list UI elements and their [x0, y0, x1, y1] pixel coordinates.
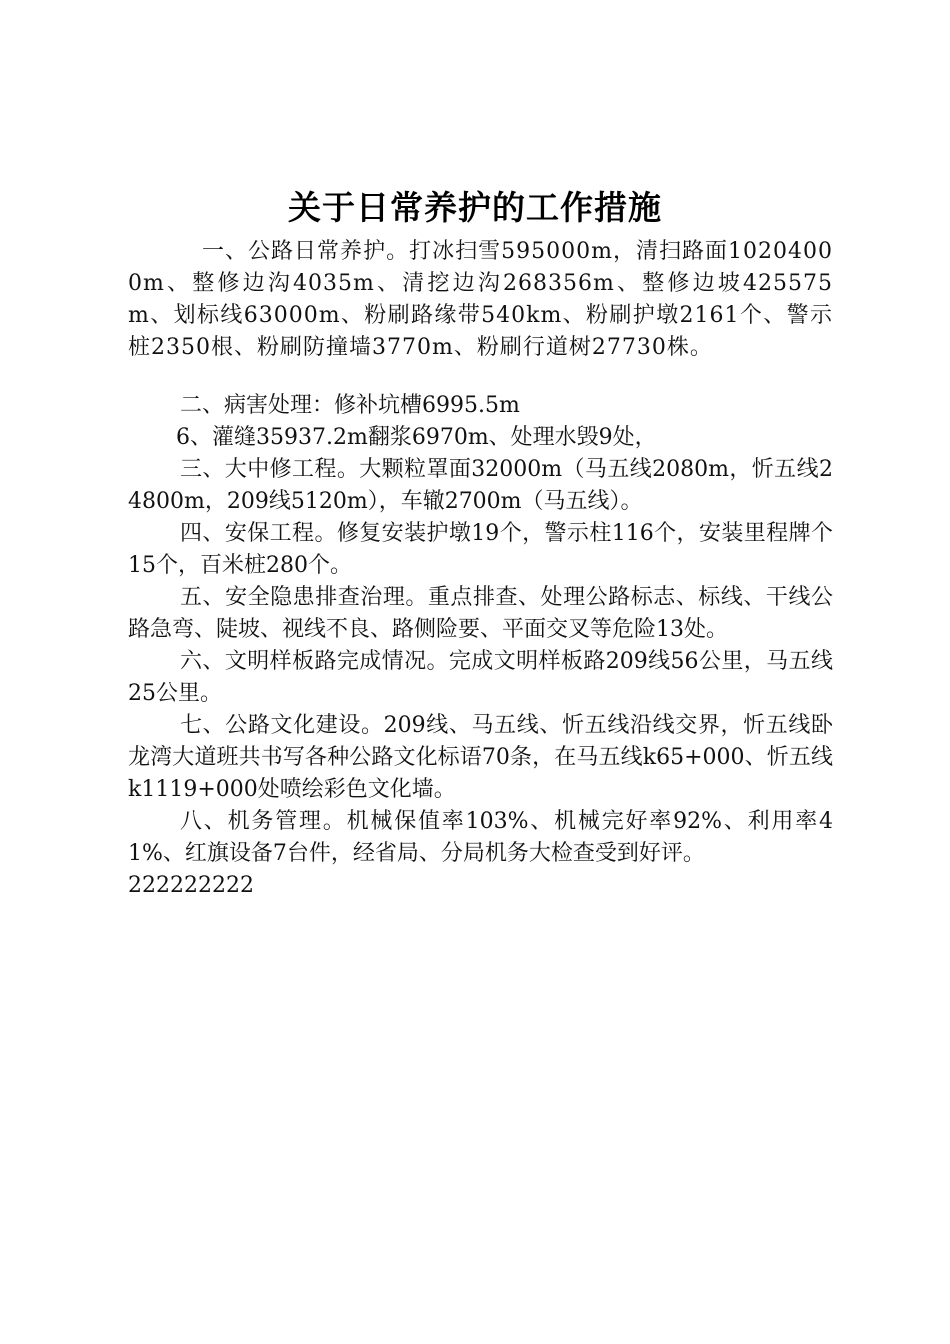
paragraph-daily-maintenance: 一、公路日常养护。打冰扫雪595000m，清扫路面10204000m、整修边沟4035m、清挖边沟268356m、整修边坡425575m、划标线63000m、粉刷路缘带540km、粉刷护墩2161个、警示桩2350根、粉刷防撞墙3770m、粉刷行道树27730株。 [128, 239, 833, 360]
paragraph-model-road: 六、文明样板路完成情况。完成文明样板路209线56公里，马五线25公里。 [128, 649, 833, 706]
paragraph-defect-treatment: 二、病害处理：修补坑槽6995.5m [180, 393, 520, 418]
paragraph-road-culture: 七、公路文化建设。209线、马五线、忻五线沿线交界，忻五线卧龙湾大道班共书写各种公路文化标语70条，在马五线k65+000、忻五线k1119+000处喷绘彩色文化墙。 [128, 713, 833, 802]
paragraph-gap [128, 364, 833, 390]
paragraph-machinery-management: 八、机务管理。机械保值率103%、机械完好率92%、利用率41%、红旗设备7台件，经省局、分局机务大检查受到好评。 [128, 809, 833, 866]
document-body [128, 236, 833, 902]
trailing-text: 222222222 [128, 873, 254, 898]
paragraph-hazard-inspection: 五、安全隐患排查治理。重点排查、处理公路标志、标线、干线公路急弯、陡坡、视线不良、路侧险要、平面交叉等危险13处。 [128, 585, 833, 642]
document-title: 关于日常养护的工作措施 [288, 188, 662, 227]
paragraph-safety-project: 四、安保工程。修复安装护墩19个，警示柱116个，安装里程牌个15个，百米桩280个。 [128, 521, 833, 578]
paragraph-crack-sealing: 6、灌缝35937.2m翻浆6970m、处理水毁9处， [176, 425, 657, 450]
paragraph-major-repair: 三、大中修工程。大颗粒罩面32000m（马五线2080m，忻五线24800m，209线5120m），车辙2700m（马五线）。 [128, 457, 833, 514]
